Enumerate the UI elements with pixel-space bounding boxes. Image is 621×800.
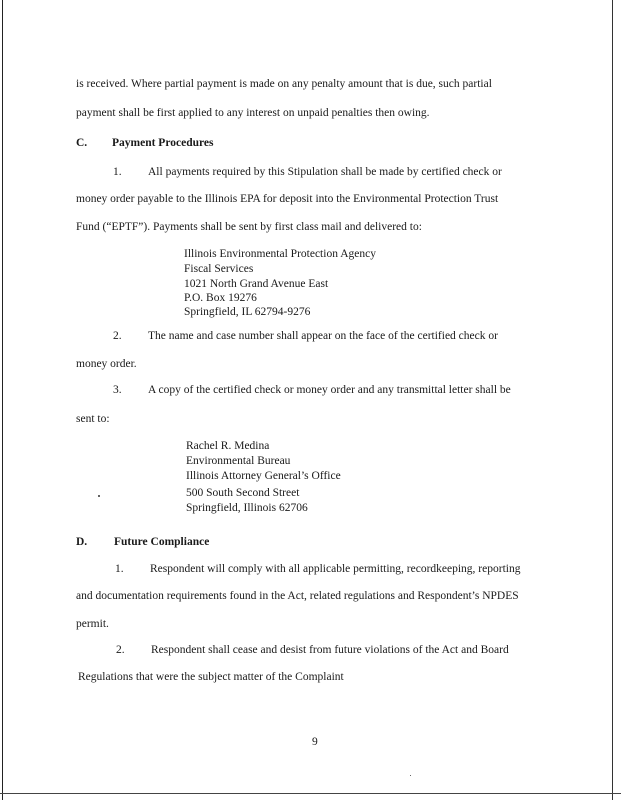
scan-speck (98, 495, 100, 497)
scan-edge-right (612, 0, 613, 800)
address-line: 500 South Second Street (186, 487, 300, 499)
address-line: Rachel R. Medina (186, 440, 270, 452)
paragraph-line: Respondent will comply with all applicable permitting, recordkeeping, reporting (150, 563, 521, 575)
address-line: Springfield, Illinois 62706 (186, 502, 308, 514)
paragraph-line: Regulations that were the subject matter of the Complaint (78, 671, 344, 683)
paragraph-line: Respondent shall cease and desist from future violations of the Act and Board (151, 644, 509, 656)
item-number: 1. (113, 166, 122, 178)
item-number: 3. (113, 384, 122, 396)
paragraph-line: The name and case number shall appear on the face of the certified check or (148, 330, 498, 342)
item-number: 2. (113, 330, 122, 342)
item-number: 2. (116, 644, 125, 656)
paragraph-line: money order payable to the Illinois EPA for deposit into the Environmental Protection Trust (76, 193, 499, 205)
scan-speck (410, 775, 411, 776)
address-line: Springfield, IL 62794-9276 (184, 306, 311, 318)
section-d-heading: Future Compliance (114, 536, 210, 548)
address-line: Illinois Environmental Protection Agency (184, 248, 376, 260)
scan-edge-bottom (0, 793, 621, 794)
section-c-heading: Payment Procedures (112, 137, 214, 149)
item-number: 1. (115, 563, 124, 575)
address-line: P.O. Box 19276 (184, 292, 257, 304)
paragraph-line: All payments required by this Stipulation shall be made by certified check or (148, 166, 502, 178)
section-c-letter: C. (76, 137, 88, 149)
address-line: Illinois Attorney General’s Office (186, 470, 341, 482)
paragraph-line: permit. (76, 618, 109, 630)
address-line: Fiscal Services (184, 263, 254, 275)
page-number: 9 (312, 736, 318, 748)
paragraph-line: and documentation requirements found in the Act, related regulations and Respondent’s NPDES (76, 590, 519, 602)
address-line: Environmental Bureau (186, 455, 291, 467)
paragraph-line: sent to: (76, 413, 110, 425)
paragraph-line: Fund (“EPTF”). Payments shall be sent by first class mail and delivered to: (76, 221, 422, 233)
paragraph-line: money order. (76, 358, 137, 370)
scan-edge-left (2, 0, 3, 800)
paragraph-line: is received. Where partial payment is made on any penalty amount that is due, such partial (76, 78, 492, 90)
paragraph-line: A copy of the certified check or money order and any transmittal letter shall be (148, 384, 511, 396)
address-line: 1021 North Grand Avenue East (184, 278, 329, 290)
section-d-letter: D. (76, 536, 88, 548)
paragraph-line: payment shall be first applied to any interest on unpaid penalties then owing. (76, 107, 430, 119)
